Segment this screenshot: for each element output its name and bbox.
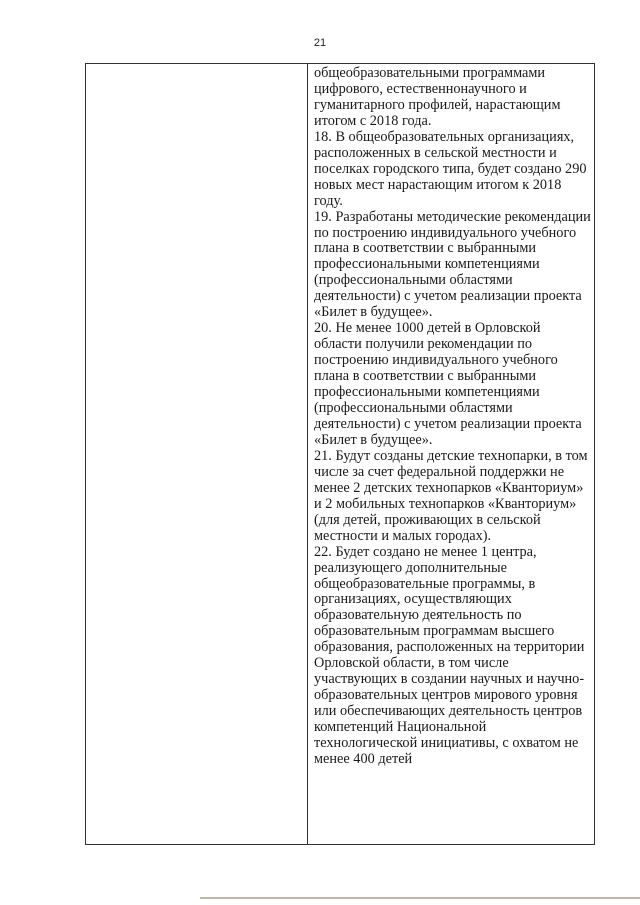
- paragraph-item-18: 18. В общеобразовательных организациях, расположенных в сельской местности и поселках городского типа, будет создано 290 новых мест нарастающим итогом к 2018 году.: [314, 128, 587, 209]
- page-number: 21: [313, 37, 327, 49]
- paragraph-item-22: 22. Будет создано не менее 1 центра, реализующего дополнительные общеобразовательные программы, в организациях, осуществляющих образовательную деятельность по образовательным программам высшего образования, расположенных на территории Орловской области, в том числе участвующих в создании научных и научно-образовательных центров мирового уровня или обеспечивающих деятельность центров компетенций Национальной технологической инициативы, с охватом не менее 400 детей: [314, 543, 585, 767]
- paragraph-continuation: общеобразовательными программами цифрового, естественнонаучного и гуманитарного профилей, нарастающим итогом с 2018 года.: [314, 65, 561, 129]
- paragraph-item-20: 20. Не менее 1000 детей в Орловской области получили рекомендации по построению индивидуального учебного плана в соответствии с выбранными профессиональными компетенциями (профессиональными областями деятельности) с учетом реализации проекта «Билет в будущее».: [314, 320, 582, 448]
- paragraph-item-21: 21. Будут созданы детские технопарки, в том числе за счет федеральной поддержки не менее 2 детских технопарков «Кванториум» и 2 мобильных технопарков «Кванториум» (для детей, проживающих в сельской местности и малых городах).: [314, 447, 588, 544]
- table-cell-left: [86, 64, 308, 844]
- content-table: [85, 63, 595, 845]
- scan-edge-mark: [200, 897, 640, 899]
- paragraph-item-19: 19. Разработаны методические рекомендации по построению индивидуального учебного плана в соответствии с выбранными профессиональными компетенциями (профессиональными областями деятельности) с учетом реализации проекта «Билет в будущее».: [314, 208, 591, 321]
- table-cell-right: [308, 64, 594, 844]
